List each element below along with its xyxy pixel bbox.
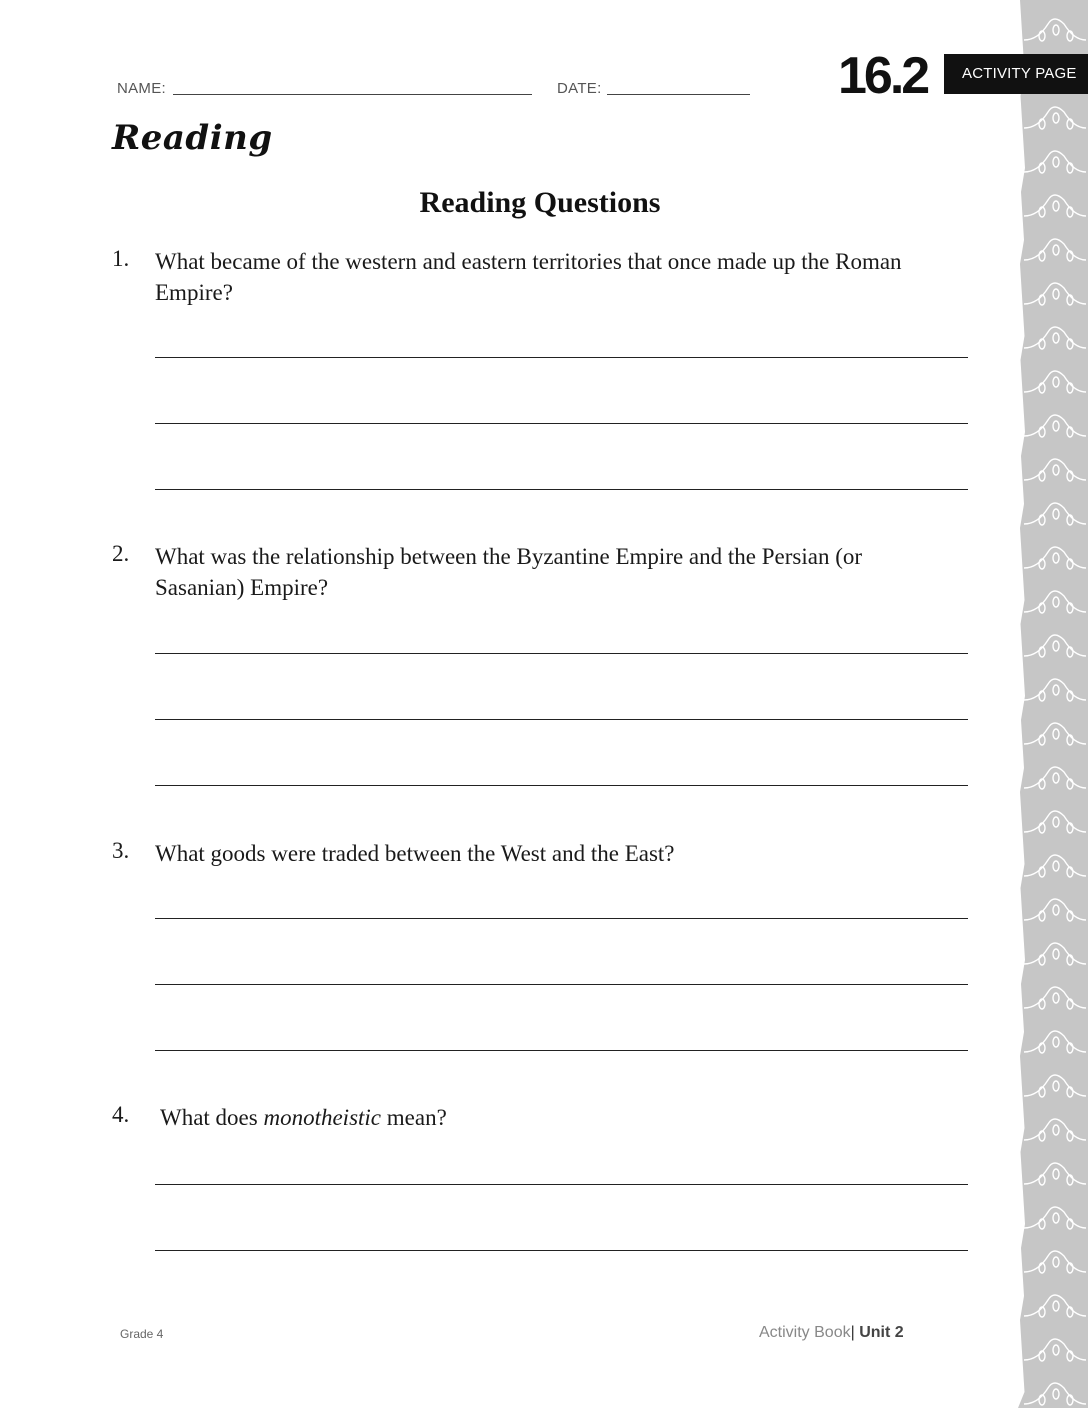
ornament-motif	[1024, 1207, 1086, 1229]
ornament-motif	[1024, 1383, 1086, 1405]
ornament-motif	[1024, 459, 1086, 481]
date-label: DATE:	[557, 80, 602, 97]
answer-line[interactable]	[155, 423, 968, 424]
ornament-motif	[1024, 943, 1086, 965]
question-text	[160, 1102, 940, 1133]
ornament-motif	[1024, 547, 1086, 569]
answer-line[interactable]	[155, 719, 968, 720]
answer-line[interactable]	[155, 357, 968, 358]
ornament-motif	[1024, 107, 1086, 129]
name-field-line[interactable]	[173, 94, 532, 95]
footer-separator: |	[850, 1324, 855, 1341]
ornament-motif	[1024, 635, 1086, 657]
answer-line[interactable]	[155, 918, 968, 919]
answer-line[interactable]	[155, 653, 968, 654]
ornament-motif	[1024, 811, 1086, 833]
ornament-motif	[1024, 1119, 1086, 1141]
ornament-motif	[1024, 371, 1086, 393]
answer-line[interactable]	[155, 489, 968, 490]
question-text-end: mean?	[381, 1105, 447, 1130]
activity-page-tag: ACTIVITY PAGE	[944, 54, 1088, 94]
date-field-line[interactable]	[607, 94, 750, 95]
ornament-motif	[1024, 1251, 1086, 1273]
question-text: What was the relationship between the Byzantine Empire and the Persian (or Sasanian) Empire?	[155, 544, 863, 600]
question-number: 2.	[112, 541, 130, 566]
section-title: Reading	[112, 118, 273, 158]
ornament-motif	[1024, 767, 1086, 789]
question-number: 4.	[112, 1102, 130, 1127]
answer-line[interactable]	[155, 984, 968, 985]
footer-book-title: Activity Book	[759, 1324, 851, 1341]
question-number: 1.	[112, 246, 130, 271]
ornament-motif	[1024, 1075, 1086, 1097]
ornament-motif	[1024, 1339, 1086, 1361]
question-text: What goods were traded between the West and the East?	[155, 841, 675, 866]
ornament-motif	[1024, 239, 1086, 261]
answer-line[interactable]	[155, 1184, 968, 1185]
ornament-motif	[1024, 679, 1086, 701]
ornament-motif	[1024, 591, 1086, 613]
answer-line[interactable]	[155, 785, 968, 786]
question-text-start: What does	[160, 1105, 264, 1130]
ornament-motif	[1024, 415, 1086, 437]
ornament-motif	[1024, 1031, 1086, 1053]
question-number: 3.	[112, 838, 130, 863]
ornament-motif	[1024, 899, 1086, 921]
answer-line[interactable]	[155, 1250, 968, 1251]
answer-line[interactable]	[155, 1050, 968, 1051]
ornament-motif	[1024, 1163, 1086, 1185]
ornament-motif	[1024, 855, 1086, 877]
name-label: NAME:	[117, 80, 167, 97]
question-text: What became of the western and eastern territories that once made up the Roman Empire?	[155, 249, 902, 305]
ornament-motif	[1024, 151, 1086, 173]
ornament-motif	[1024, 503, 1086, 525]
ornament-motif	[1024, 327, 1086, 349]
lesson-number: 16.2	[838, 47, 928, 105]
ornament-motif	[1024, 1295, 1086, 1317]
ornament-motif	[1024, 987, 1086, 1009]
ornament-motif	[1024, 283, 1086, 305]
footer-unit: Unit 2	[859, 1324, 904, 1341]
page-heading: Reading Questions	[419, 186, 661, 219]
ornament-motif	[1024, 723, 1086, 745]
ornament-motif	[1024, 19, 1086, 41]
footer-book-info	[759, 1324, 904, 1342]
question-term: monotheistic	[263, 1105, 382, 1130]
footer-grade: Grade 4	[120, 1327, 164, 1341]
